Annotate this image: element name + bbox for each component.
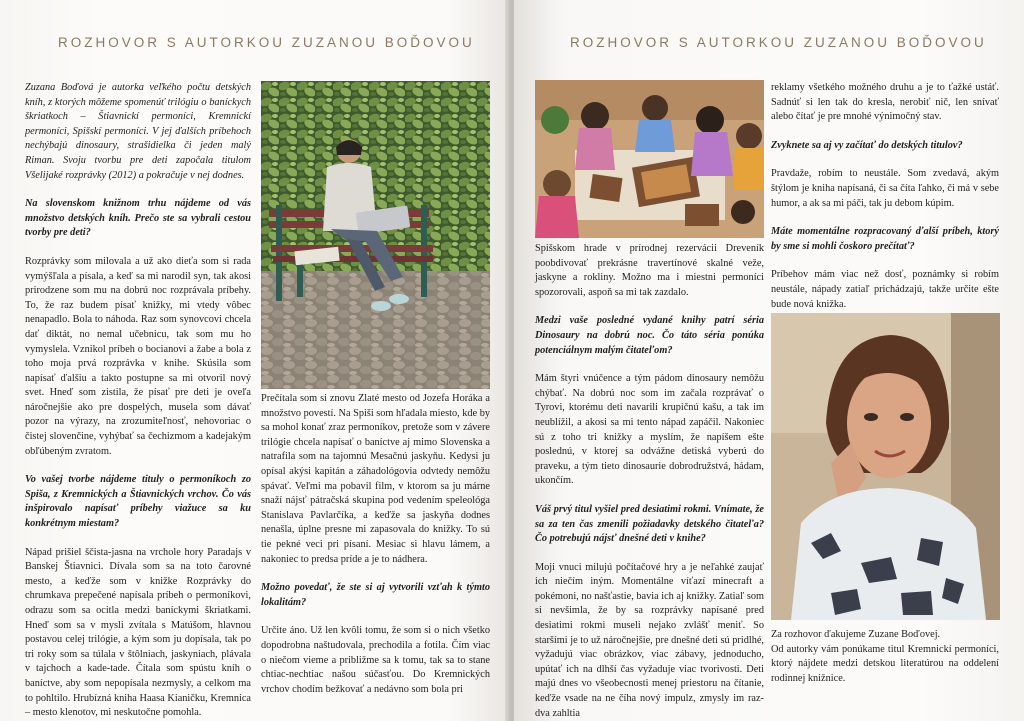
answer-7: Príbehov mám viac než dosť, poznámky si robím neustále, nápady zatiaľ prichádzajú, takže určite ešte bude nová knižka. (771, 269, 999, 310)
book-recommendation: Od autorky vám ponúkame titul Kremnickí permoníci, ktorý nájdete medzi detskou literatúrou na oddelení rodinnej knižnice. (771, 643, 999, 684)
question-2: Vo vašej tvorbe nájdeme tituly o permoníkoch zo Spiša, z Kremnických a Štiavnických vrchov. Čo vás inšpirovalo napísať príbehy viažuce sa ku konkrétnym miestam? (25, 474, 251, 530)
children-puzzle-illustration (535, 80, 764, 238)
answer-6: Pravdaže, robím to neustále. Som zvedavá, akým štýlom je kniha napísaná, či sa číta ľahko, či má v sebe humor, a ak sa mi páči, tak ju debom kúpim. (771, 168, 999, 209)
right-column-1 (535, 242, 764, 721)
paragraph-spissky-hrad: Spišskom hrade v prírodnej rezervácii Dreveník poobdivovať prekrásne travertínové skalné veže, jaskyne a rokliny. Možno ma i miestni permoníci spozorovali, aspoň sa mi tak zazdalo. (535, 243, 764, 298)
answer-4: Mám štyri vnúčence a tým pádom dinosaury nemôžu chýbať. Na dobrú noc som im začala rozprávať o Tyrovi, ktorému deti navarili krupičnú kašu, a tak im neublížil, a akosi sa mi tento nápad zapáčil. Nakoniec sú z toho tri knižky a myslím, že napíšem ešte poslednú, v ktorej sa odvážne detiská vyberú do praveku, a tým tieto dinosaurie dobrodružstvá, hádam, ukončím. (535, 373, 764, 487)
author-portrait-illustration (771, 313, 1000, 620)
answer-5: Moji vnuci milujú počítačové hry a je neľahké zaujať ich niečím iným. Momentálne víťazí minecraft a pokémoni, no našťastie, bavia ich aj knižky. Zatiaľ som si nevšimla, že by sa rozprávky napísané pred desiatimi rokmi museli nejako zvlášť meniť. So staršími je to už náročnejšie, pre dnešné deti sú pridlhé, vyžadujú viac obrázkov, viac zábavy, jednoducho, upútať ich na dlhší čas vyžaduje viac tvorivosti. Deti majú dnes vo všeobecnosti menej priestoru na čítanie, keďže vsade na ne číha nový impulz, zmysly im raz-dva zahltia (535, 561, 764, 719)
page-header-left: ROZHOVOR S AUTORKOU ZUZANOU BOĎOVOU (58, 35, 475, 50)
question-3: Možno povedať, že ste si aj vytvorili vzťah k týmto lokalitám? (261, 582, 490, 608)
answer-1: Rozprávky som milovala a už ako dieťa som si rada vymýšľala a písala, a keď sa mi narodil syn, tak akosi prirodzene som mu na dobrú noc rozprávala príbehy. To, že raz budem písať knižky, mi vtedy vôbec nenapadlo. Bola to náhoda. Raz som synovcovi chcela dať diktát, no nemal učebnicu, tak som mu ho vymyslela. Vznikol príbeh o bocianovi a žabe a bola z toho moja prvá rozprávka v knihe. Skúsila som napísať ďalšiu a takto postupne sa mi otvoril nový svet. Hneď som zistila, že písať pre deti je oveľa náročnejšie ako pre dospelých, musela som dávať pozor na výrazy, na zrozumiteľnosť, nehovoriac o čistej slovenčine, vyhýbať sa čechizmom a kadejakým obľúbeným zvratom. (25, 255, 251, 457)
intro-paragraph: Zuzana Boďová je autorka veľkého počtu detských kníh, z ktorých môžeme spomenúť trilógiu o baníckych škriatkoch – Štiavnickí permoníci, Kremnickí permoníci, Spišskí permoníci. V jej ďalších príbehoch nechýbajú dinosaury, strašidielka či jeden malý Riman. Svoju tvorbu pre deti započala titulom Všelijaké rozprávky (2012) a pokračuje v nej dodnes. (25, 82, 251, 181)
question-5: Váš prvý titul vyšiel pred desiatimi rokmi. Vnímate, že sa za ten čas zmenili požiadavky detského čitateľa? Čo potrebujú nájsť dnešné deti v knihe? (535, 503, 764, 545)
paragraph-reklamy: reklamy všetkého možného druhu a je to ťažké ustáť. Sadnúť si len tak do kresla, nerobiť nič, len snívať alebo čítať je pre mnohé výnimočný stav. (771, 82, 999, 123)
right-column-2 (771, 81, 999, 326)
left-column-2 (261, 392, 490, 711)
right-page (514, 0, 1024, 721)
thanks-line: Za rozhovor ďakujeme Zuzane Boďovej. (771, 629, 941, 640)
question-6: Zvyknete sa aj vy začítať do detských titulov? (771, 139, 963, 151)
answer-2: Nápad prišiel ščista-jasna na vrchole hory Paradajs v Banskej Štiavnici. Dívala som sa na toto čarovné mesto, a keďže som v knižke Rozprávky do chrumkava prepečené napísala príbeh o permoníkovi, odrazu som sa ocitla medzi baníckymi škriatkami. Hneď som sa v mysli zvítala s Matúšom, hlavnou postavou celej trilógie, a kým som ju dopísala, tak po tri roky som sa túlala v štôlniach, jaskyniach, plávala v tajchoch a kade-tade. Čítala som spústu kníh o baníctve, aby som nepopísala nezmysly, a celkom ma to pohltilo. Hrubízná kniha Haasa Kianičku, Kremnica – mesto klenotov, mi neskutočne pomohla. (25, 546, 251, 719)
answer-3: Určite áno. Už len kvôli tomu, že som si o nich všetko dopodrobna naštudovala, prechodila a fotila. Čím viac o niečom vieme a približme sa k tomu, tak sa to stane chtiac-nechtiac našou súčasťou. Do Kremnických vrchov chodím bežkovať a nedávno som bola pri (261, 625, 490, 695)
question-4: Medzi vaše posledné vydané knihy patrí séria Dinosaury na dobrú noc. Čo táto séria ponúka potenciálnym malým čitateľom? (535, 315, 764, 356)
children-puzzle-photo (535, 80, 764, 238)
left-page (0, 0, 510, 721)
author-bench-illustration (261, 81, 490, 389)
question-7: Máte momentálne rozpracovaný ďalší príbeh, ktorý by sme si mohli čoskoro prečítať? (771, 226, 999, 252)
question-1: Na slovenskom knižnom trhu nájdeme od vás množstvo detských kníh. Prečo ste sa vybrali cestou tvorby pre deti? (25, 198, 251, 239)
left-column-1 (25, 81, 251, 721)
author-portrait-photo (771, 313, 1000, 620)
paragraph-zlate-mesto: Prečítala som si znovu Zlaté mesto od Jozefa Horáka a množstvo povestí. Na Spiši som hľadala miesto, kde by sa mohol konať zraz permoníkov, pretože som v závere trilógie chcela napísať o baníctve aj mimo Slovenska a natrafila som na tajomnú Mesačnú jaskyňu. Kedysi ju opísal akýsi kapitán a záhadológovia odvtedy nemôžu spávať. Veľmi ma pobavil film, v ktorom sa ju márne snaží nájsť pátračská skupina pod vedením speleológa Stanislava Pavlarčíka, a keďže sa jaskyňa dodnes nenašla, úplne presne mi zapasovala do knižky. To sú tie pekné veci pri písaní. Mesiac si hlavu lámem, a nakoniec to predsa príde a je to nádhera. (261, 393, 490, 565)
author-bench-photo (261, 81, 490, 389)
page-header-right: ROZHOVOR S AUTORKOU ZUZANOU BOĎOVOU (570, 35, 987, 50)
closing-text (771, 628, 999, 686)
